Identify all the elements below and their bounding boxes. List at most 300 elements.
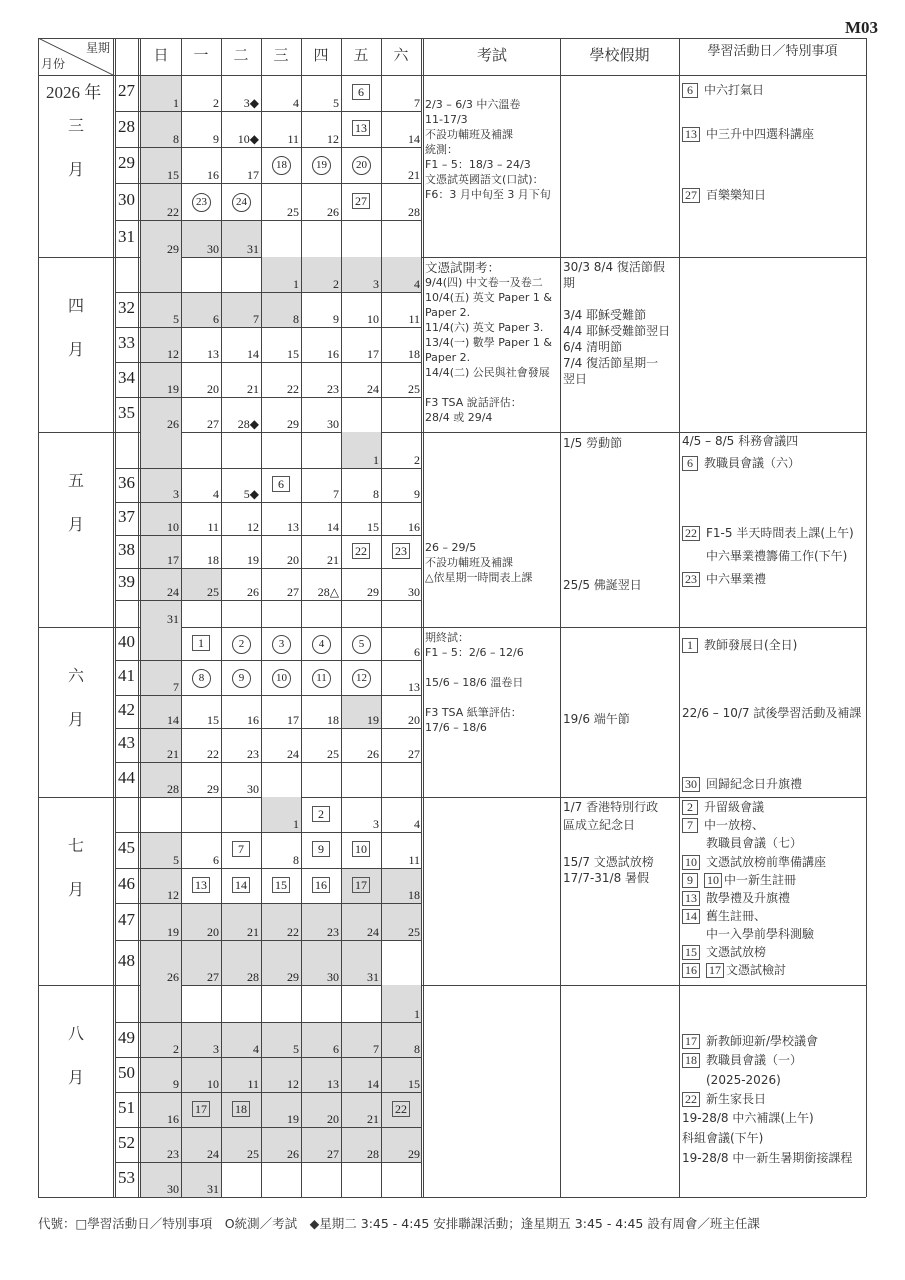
day-number[interactable]: 20 [287,553,299,567]
activity-date-box: 15 [682,945,700,960]
day-number[interactable]: 9 [414,487,420,501]
day-number[interactable]: 1 [293,817,299,831]
day-number[interactable]: 1 [293,277,299,291]
grid-line-h [116,762,421,763]
day-number[interactable]: 30 [167,1182,179,1196]
day-boxed[interactable]: 13 [192,877,210,893]
day-number[interactable]: 17 [367,347,379,361]
holiday-text: 30/3 8/4 復活節假 [563,260,665,274]
exam-text: 統測： [425,143,458,156]
exam-text: F1 – 5：2/6 – 12/6 [425,646,524,659]
day-number[interactable]: 8 [293,312,299,326]
day-circled[interactable]: 11 [312,669,331,688]
grid-line-h [116,468,421,469]
day-number[interactable]: 2 [333,277,339,291]
day-number[interactable]: 28△ [317,585,339,599]
day-number[interactable]: 31 [367,970,379,984]
day-number[interactable]: 6 [333,1042,339,1056]
day-number[interactable]: 12 [287,1077,299,1091]
holiday-shade [141,627,181,660]
activity-item [682,188,766,203]
week-number: 40 [118,631,135,651]
day-number[interactable]: 31 [167,612,179,626]
day-boxed[interactable]: 22 [392,1101,410,1117]
exam-text: 26 – 29/5 [425,541,477,554]
day-circled[interactable]: 8 [192,669,211,688]
day-number[interactable]: 31 [207,1182,219,1196]
day-number[interactable]: 13 [207,347,219,361]
activity-date-box: 10 [704,873,722,888]
grid-line-v [221,38,222,1197]
day-number[interactable]: 18 [408,347,420,361]
day-number[interactable]: 30 [247,782,259,796]
activity-item [682,706,861,721]
day-circled[interactable]: 4 [312,635,331,654]
day-circled[interactable]: 20 [352,156,371,175]
activity-item [682,836,802,851]
activity-item [682,855,826,870]
day-number[interactable]: 3◆ [243,96,259,110]
school-calendar-table [38,38,866,1197]
day-number[interactable]: 2 [173,1042,179,1056]
day-number[interactable]: 23 [247,747,259,761]
activity-item [682,777,802,792]
grid-line-h [116,183,421,184]
day-number[interactable]: 7 [173,680,179,694]
day-number[interactable]: 21 [247,382,259,396]
day-number[interactable]: 29 [287,417,299,431]
activity-date-box: 30 [682,777,700,792]
day-number[interactable]: 8 [173,132,179,146]
day-boxed[interactable]: 15 [272,877,290,893]
day-number[interactable]: 12 [327,132,339,146]
day-number[interactable]: 1 [173,96,179,110]
activity-item [682,873,796,888]
day-number[interactable]: 5◆ [243,487,259,501]
day-number[interactable]: 4 [293,96,299,110]
day-number[interactable]: 19 [247,553,259,567]
day-number[interactable]: 5 [173,853,179,867]
day-number[interactable]: 31 [247,242,259,256]
day-number[interactable]: 3 [213,1042,219,1056]
day-number[interactable]: 27 [327,1147,339,1161]
day-number[interactable]: 17 [167,553,179,567]
day-number[interactable]: 20 [207,382,219,396]
day-number[interactable]: 5 [333,96,339,110]
week-number: 39 [118,572,135,591]
day-number[interactable]: 22 [287,925,299,939]
day-number[interactable]: 14 [408,132,420,146]
day-number[interactable]: 11 [408,312,420,326]
day-number[interactable]: 7 [373,1042,379,1056]
day-number[interactable]: 16 [167,1112,179,1126]
activity-date-box: 9 [682,873,698,888]
activity-text: 散學禮及升旗禮 [706,891,791,905]
day-number[interactable]: 24 [287,747,299,761]
activity-text: 中六畢業禮 [706,572,767,586]
day-number[interactable]: 2 [213,96,219,110]
day-number[interactable]: 21 [327,553,339,567]
activity-text: 教職員會議（一） [706,1053,803,1067]
day-boxed[interactable]: 10 [352,841,370,857]
day-number[interactable]: 3 [173,487,179,501]
day-number[interactable]: 28 [167,782,179,796]
day-number[interactable]: 27 [408,747,420,761]
grid-line-v [301,38,302,1197]
day-number[interactable]: 22 [167,205,179,219]
day-number[interactable]: 12 [167,347,179,361]
day-circled[interactable]: 5 [352,635,371,654]
activity-date-box: 18 [682,1053,700,1068]
corner-diagonal [38,38,113,75]
day-number[interactable]: 27 [207,417,219,431]
day-number[interactable]: 7 [414,96,420,110]
grid-line-v [181,38,182,1197]
day-number[interactable]: 27 [287,585,299,599]
week-number: 50 [118,1062,135,1082]
day-number[interactable]: 19 [167,925,179,939]
exam-text: 28/4 或 29/4 [425,411,493,424]
activity-date-box: 22 [682,526,700,541]
day-number[interactable]: 10◆ [237,132,259,146]
activity-item [682,127,814,142]
day-number[interactable]: 18 [207,553,219,567]
day-number[interactable]: 14 [327,520,339,534]
day-number[interactable]: 28 [247,970,259,984]
day-number[interactable]: 19 [367,713,379,727]
day-number[interactable]: 30 [408,585,420,599]
day-number[interactable]: 22 [287,382,299,396]
activity-date-box: 7 [682,818,698,833]
day-number[interactable]: 26 [247,585,259,599]
activity-date-box: 13 [682,127,700,142]
week-number: 46 [118,873,135,893]
activity-item [682,1034,818,1049]
day-number[interactable]: 29 [167,242,179,256]
day-number[interactable]: 4 [414,277,420,291]
grid-line-v [113,38,114,1197]
day-number[interactable]: 8 [414,1042,420,1056]
day-number[interactable]: 30 [327,970,339,984]
day-number[interactable]: 16 [247,713,259,727]
day-boxed[interactable]: 17 [192,1101,210,1117]
day-number[interactable]: 25 [207,585,219,599]
month-label: 五 [68,471,85,490]
day-number[interactable]: 12 [247,520,259,534]
day-number[interactable]: 15 [408,1077,420,1091]
holiday-column-header: 學校假期 [589,46,650,64]
weekday-header: 四 [313,46,329,64]
day-circled[interactable]: 23 [192,193,211,212]
day-number[interactable]: 1 [373,453,379,467]
day-number[interactable]: 26 [167,970,179,984]
activity-date-box: 14 [682,909,700,924]
grid-line-h [116,600,421,601]
day-number[interactable]: 29 [367,585,379,599]
day-boxed[interactable]: 23 [392,543,410,559]
holiday-text: 19/6 端午節 [563,712,630,726]
month-label-suffix: 月 [68,710,85,729]
day-number[interactable]: 20 [207,925,219,939]
day-number[interactable]: 9 [173,1077,179,1091]
grid-line-v [421,38,422,1197]
exam-text: 15/6 – 18/6 溫卷日 [425,676,524,689]
day-boxed[interactable]: 7 [232,841,250,857]
activity-text: 新生家長日 [706,1092,767,1106]
day-number[interactable]: 23 [327,382,339,396]
exam-text: 文憑試開考： [425,260,501,275]
day-number[interactable]: 16 [207,168,219,182]
day-number[interactable]: 2 [414,453,420,467]
activity-item [682,927,814,942]
exam-text: △依星期一時間表上課 [425,571,533,584]
day-number[interactable]: 21 [167,747,179,761]
day-number[interactable]: 25 [287,205,299,219]
grid-line-h [38,1197,866,1198]
day-boxed[interactable]: 6 [272,476,290,492]
day-number[interactable]: 1 [414,1007,420,1021]
week-number: 48 [118,950,135,970]
exam-text: 不設功輔班及補課 [425,128,513,141]
activity-text: 中一放榜、 [704,818,765,832]
day-number[interactable]: 24 [367,382,379,396]
day-number[interactable]: 14 [167,713,179,727]
grid-line-v [381,38,382,1197]
day-number[interactable]: 28 [408,205,420,219]
day-number[interactable]: 27 [207,970,219,984]
day-number[interactable]: 6 [213,853,219,867]
day-number[interactable]: 20 [327,1112,339,1126]
day-circled[interactable]: 10 [272,669,291,688]
month-label: 六 [68,666,85,685]
day-boxed[interactable]: 9 [312,841,330,857]
day-number[interactable]: 19 [167,382,179,396]
holiday-text: 15/7 文憑試放榜 [563,855,654,869]
day-number[interactable]: 7 [333,487,339,501]
weekday-header: 三 [273,46,289,64]
grid-line-v [423,38,424,1197]
activity-date-box: 1 [682,638,698,653]
activity-item [682,83,764,98]
day-number[interactable]: 29 [287,970,299,984]
day-circled[interactable]: 2 [232,635,251,654]
day-number[interactable]: 9 [213,132,219,146]
week-number: 38 [118,539,135,559]
day-number[interactable]: 26 [367,747,379,761]
day-circled[interactable]: 3 [272,635,291,654]
day-number[interactable]: 14 [367,1077,379,1091]
day-circled[interactable]: 12 [352,669,371,688]
day-boxed[interactable]: 16 [312,877,330,893]
day-boxed[interactable]: 13 [352,120,370,136]
day-number[interactable]: 5 [173,312,179,326]
day-number[interactable]: 24 [207,1147,219,1161]
day-circled[interactable]: 19 [312,156,331,175]
day-boxed[interactable]: 2 [312,806,330,822]
month-label: 八 [68,1024,85,1043]
day-circled[interactable]: 24 [232,193,251,212]
day-number[interactable]: 15 [367,520,379,534]
activity-text: 中六畢業禮籌備工作(下午) [706,549,848,563]
day-number[interactable]: 26 [167,417,179,431]
day-number[interactable]: 3 [373,277,379,291]
day-number[interactable]: 18 [408,888,420,902]
weekday-header: 日 [153,46,169,64]
day-number[interactable]: 11 [287,132,299,146]
month-label-suffix: 月 [68,880,85,899]
day-number[interactable]: 19 [287,1112,299,1126]
day-number[interactable]: 28◆ [237,417,259,431]
day-number[interactable]: 18 [327,713,339,727]
day-number[interactable]: 25 [408,925,420,939]
day-number[interactable]: 17 [287,713,299,727]
day-number[interactable]: 13 [327,1077,339,1091]
day-number[interactable]: 29 [207,782,219,796]
grid-line-h [116,1057,421,1058]
activity-date-box: 6 [682,456,698,471]
grid-line-h [116,695,421,696]
holiday-text: 1/5 勞動節 [563,436,623,450]
exam-text: 13/4(一) 數學 Paper 1 & [425,336,552,349]
day-number[interactable]: 11 [247,1077,259,1091]
day-number[interactable]: 25 [247,1147,259,1161]
day-number[interactable]: 21 [367,1112,379,1126]
day-number[interactable]: 16 [408,520,420,534]
exam-text: 2/3 – 6/3 中六溫卷 [425,98,521,111]
day-number[interactable]: 11 [408,853,420,867]
activity-text: 中三升中四選科講座 [706,127,815,141]
activity-text: 百樂樂知日 [706,188,767,202]
day-circled[interactable]: 9 [232,669,251,688]
day-circled[interactable]: 18 [272,156,291,175]
day-boxed[interactable]: 14 [232,877,250,893]
day-number[interactable]: 4 [213,487,219,501]
month-label: 三 [68,116,85,135]
day-boxed[interactable]: 17 [352,877,370,893]
grid-line-h [116,362,421,363]
activity-text: 文憑試放榜前準備講座 [706,855,827,869]
holiday-text: 1/7 香港特別行政 [563,800,659,814]
day-number[interactable]: 10 [207,1077,219,1091]
activity-item [682,1092,766,1107]
day-number[interactable]: 4 [253,1042,259,1056]
week-number: 31 [118,226,135,246]
exam-text: Paper 2. [425,306,471,319]
day-boxed[interactable]: 22 [352,543,370,559]
holiday-text: 區成立紀念日 [563,818,636,832]
activity-item [682,638,797,653]
day-boxed[interactable]: 27 [352,193,370,209]
exam-text: F3 TSA 說話評估： [425,396,522,409]
day-number[interactable]: 14 [247,347,259,361]
day-number[interactable]: 24 [367,925,379,939]
day-number[interactable]: 4 [414,817,420,831]
day-number[interactable]: 13 [287,520,299,534]
week-number: 52 [118,1132,135,1152]
day-boxed[interactable]: 18 [232,1101,250,1117]
day-number[interactable]: 23 [327,925,339,939]
day-boxed[interactable]: 6 [352,84,370,100]
day-number[interactable]: 28 [367,1147,379,1161]
day-number[interactable]: 25 [408,382,420,396]
day-number[interactable]: 20 [408,713,420,727]
day-number[interactable]: 3 [373,817,379,831]
activity-item [682,800,764,815]
day-number[interactable]: 21 [247,925,259,939]
grid-line-v [140,38,141,1197]
day-number[interactable]: 25 [327,747,339,761]
corner-label-month: 月份 [41,57,66,71]
day-number[interactable]: 24 [167,585,179,599]
day-number[interactable]: 10 [167,520,179,534]
day-number[interactable]: 8 [293,853,299,867]
holiday-text: 25/5 佛誕翌日 [563,578,642,592]
day-number[interactable]: 6 [414,645,420,659]
day-number[interactable]: 26 [287,1147,299,1161]
exam-text: 11/4(六) 英文 Paper 3. [425,321,544,334]
week-number: 33 [118,332,135,352]
day-number[interactable]: 30 [327,417,339,431]
grid-line-h [116,220,421,221]
activity-date-box: 23 [682,572,700,587]
day-number[interactable]: 10 [367,312,379,326]
week-number: 30 [118,189,135,209]
day-number[interactable]: 22 [207,747,219,761]
exam-text: 11-17/3 [425,113,468,126]
grid-line-h [116,832,421,833]
weekday-header: 五 [353,46,369,64]
activity-date-box: 17 [682,1034,700,1049]
grid-line-h [38,38,866,39]
day-number[interactable]: 15 [167,168,179,182]
activity-date-box: 6 [682,83,698,98]
exam-text: F3 TSA 紙筆評估： [425,706,522,719]
day-number[interactable]: 16 [327,347,339,361]
day-number[interactable]: 26 [327,205,339,219]
activity-item [682,891,790,906]
activity-text: 22/6 – 10/7 試後學習活動及補課 [682,706,862,720]
day-number[interactable]: 29 [408,1147,420,1161]
day-number[interactable]: 7 [253,312,259,326]
day-number[interactable]: 21 [408,168,420,182]
day-number[interactable]: 8 [373,487,379,501]
day-number[interactable]: 15 [207,713,219,727]
day-number[interactable]: 11 [207,520,219,534]
day-number[interactable]: 15 [287,347,299,361]
day-boxed[interactable]: 1 [192,635,210,651]
week-number: 47 [118,909,135,929]
day-number[interactable]: 12 [167,888,179,902]
day-number[interactable]: 5 [293,1042,299,1056]
exam-column-header: 考試 [476,46,507,64]
day-number[interactable]: 9 [333,312,339,326]
day-number[interactable]: 23 [167,1147,179,1161]
week-number: 44 [118,767,135,787]
holiday-text: 翌日 [563,372,588,386]
day-number[interactable]: 13 [408,680,420,694]
grid-line-h [116,940,421,941]
exam-text: 17/6 – 18/6 [425,721,487,734]
grid-line-h [116,728,421,729]
day-number[interactable]: 30 [207,242,219,256]
day-number[interactable]: 17 [247,168,259,182]
activity-item [682,1073,781,1088]
activity-item [682,963,786,978]
activity-date-box: 27 [682,188,700,203]
day-number[interactable]: 6 [213,312,219,326]
exam-text: 期終試： [425,631,469,644]
month-label: 七 [68,836,85,855]
